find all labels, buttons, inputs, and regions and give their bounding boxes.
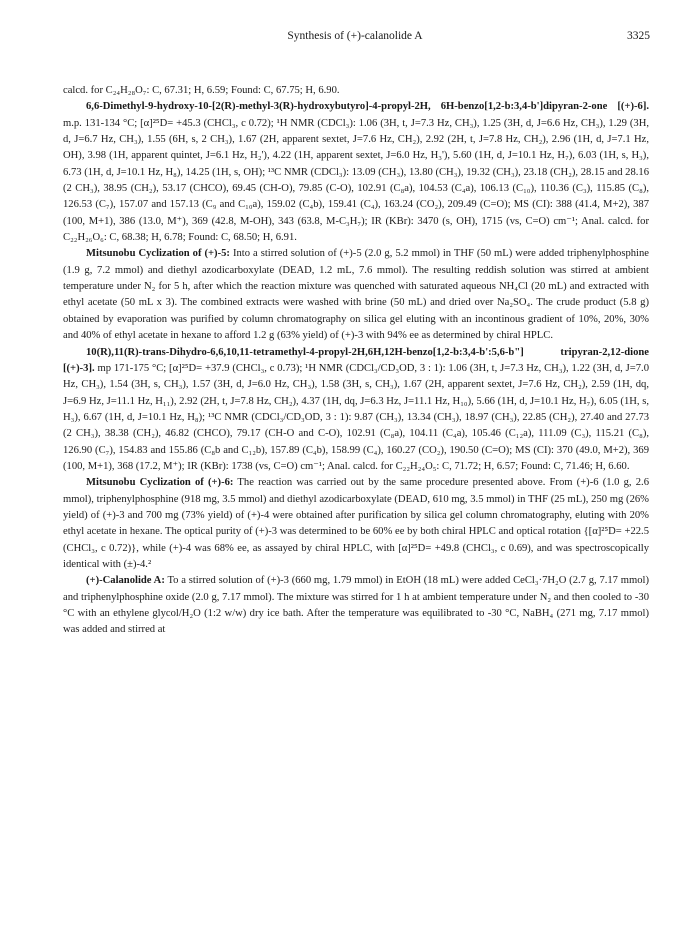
paragraph-compound-3 [63,345,649,476]
paragraph-text: m.p. 131-134 °C; [α]²⁵D= +45.3 (CHCl₃, c 0.72); ¹H NMR (CDCl₃): 1.06 (3H, t, J=7.3 Hz, CH₃), 1.25 (3H, d, J=6.6 Hz, CH₃), 1.29 (3H, d, J=6.7 Hz, CH₃), 1.55 (6H, s, 2 CH₃), 1.67 (2H, apparent sextet, J=7.6 Hz, CH₂), 2.92 (2H, t, J=7.8 Hz, CH₂), 2.96 (1H, d, J=7.1 Hz, OH), 3.98 (1H, apparent quintet, J=6.1 Hz, H₂'), 4.22 (1H, apparent sextet, J=6.0 Hz, H₃'), 5.60 (1H, d, J=10.1 Hz, H₇), 6.03 (1H, s, H₃), 6.73 (1H, d, J=10.1 Hz, H₈), 14.25 (1H, s, OH); ¹³C NMR (CDCl₃): 13.09 (CH₃), 13.80 (CH₃), 19.32 (CH₃), 23.18 (CH₂), 28.15 and 28.16 (2 CH₃), 38.95 (CH₂), 53.17 (CHCO), 69.45 (CH-O), 79.85 (C-O), 102.91 (C₈a), 104.53 (C₄a), 106.13 (C₁₀), 110.36 (C₃), 115.85 (C₈), 126.53 (C₇), 157.07 and 157.13 (C₉ and C₁₀a), 159.02 (C₄b), 159.41 (C₄), 163.24 (CO₂), 209.49 (C=O); MS (CI): 388 (41.4, M+2), 387 (100, M+1), 386 (13.0, M⁺), 369 (42.8, M-OH), 343 (63.8, M-C₃H₇); IR (KBr): 3470 (s, OH), 1715 (vs, C=O) cm⁻¹; Anal. calcd. for C₂₂H₂₆O₆: C, 68.38; H, 6.78; Found: C, 68.50; H, 6.91. [63,117,649,244]
compound-heading: 6,6-Dimethyl-9-hydroxy-10-[2(R)-methyl-3(R)-hydroxybutyro]-4-propyl-2H, 6H-benzo[1,2-b:3,4-b']dipyran-2-one [(+)-6]. [86,101,649,113]
paragraph-compound-6 [63,99,649,246]
procedure-heading: (+)-Calanolide A: [86,575,165,587]
paragraph-text: calcd. for C₂₄H₂₈O₇: C, 67.31; H, 6.59; Found: C, 67.75; H, 6.90. [63,85,340,96]
procedure-heading: Mitsunobu Cyclization of (+)-5: [86,248,230,260]
paragraph-mitsunobu-6 [63,475,649,573]
article-body [63,83,649,639]
procedure-heading: Mitsunobu Cyclization of (+)-6: [86,477,234,489]
paragraph-text: Into a stirred solution of (+)-5 (2.0 g, 5.2 mmol) in THF (50 mL) were added triphenylphosphine (1.9 g, 7.2 mmol) and diethyl azodicarboxylate (DEAD, 1.2 mL, 7.6 mmol). The resulting reddish solution was stirred at ambient temperature under N₂ for 5 h, after which the reaction mixture was quenched with saturated aqueous NH₄Cl (20 mL) and extracted with ethyl acetate (50 mL x 3). The combined extracts were washed with brine (50 mL) and dried over Na₂SO₄. The crude product (5.8 g) obtained by evaporation was purified by column chromatography on silica gel eluting with an incontinous gradient of 10%, 20%, 30% and 40% of ethyl acetate in hexane to afford 1.2 g (63% yield) of (+)-3 with 94% ee as determined by chiral HPLC. [63,248,649,342]
paragraph-text: To a stirred solution of (+)-3 (660 mg, 1.79 mmol) in EtOH (18 mL) were added CeCl₃·7H₂O (2.7 g, 7.17 mmol) and triphenylphosphine oxide (2.0 g, 7.17 mmol). The mixture was stirred for 1 h at ambient temperature under N₂ and then cooled to -30 °C with an ethylene glycol/H₂O (1:2 w/w) dry ice bath. After the temperature was equilibrated to -30 °C, NaBH₄ (271 mg, 7.17 mmol) was added and stirred at [63,575,650,636]
paragraph-text: mp 171-175 °C; [α]²⁵D= +37.9 (CHCl₃, c 0.73); ¹H NMR (CDCl₃/CD₃OD, 3 : 1): 1.06 (3H, t, J=7.3 Hz, CH₃), 1.22 (3H, d, J=7.0 Hz, CH₃), 1.54 (3H, s, CH₃), 1.57 (3H, d, J=6.0 Hz, CH₃), 1.58 (3H, s, CH₃), 1.67 (2H, apparent sextet, J=7.6 Hz, CH₂), 2.59 (1H, dq, J=6.9 Hz, J=11.1 Hz, H₁₁), 2.92 (2H, t, J=7.8 Hz, CH₂), 4.37 (1H, dq, J=6.3 Hz, J=11.1 Hz, H₁₀), 5.66 (1H, d, J=10.1 Hz, H₇), 6.05 (1H, s, H₃), 6.67 (1H, d, J=10.1 Hz, H₈); ¹³C NMR (CDCl₃/CD₃OD, 3 : 1): 9.87 (CH₃), 13.34 (CH₃), 18.97 (CH₃), 22.85 (CH₂), 27.40 and 27.73 (2 CH₃), 38.38 (CH₂), 46.82 (CHCO), 79.17 (CH-O and C-O), 102.91 (C₈a), 104.11 (C₄a), 105.46 (C₁₂a), 111.09 (C₃), 115.21 (C₈), 126.90 (C₇), 154.83 and 155.86 (C₈b and C₁₂b), 157.89 (C₄b), 158.99 (C₄), 160.27 (CO₂), 190.50 (C=O); MS (CI): 370 (49.0, M+2), 369 (100, M+1), 368 (17.2, M⁺); IR (KBr): 1738 (vs, C=O) cm⁻¹; Anal. calcd. for C₂₂H₂₄O₅: C, 71.72; H, 6.57; Found: C, 71.46; H, 6.60. [63,362,649,472]
compound-heading: 10(R),11(R)-trans-Dihydro-6,6,10,11-tetramethyl-4-propyl-2H,6H,12H-benzo[1,2-b:3,4-b':5,6-b"] tripyran-2,12-dione [(+)-3]. [63,346,649,374]
running-title: Synthesis of (+)-calanolide A [287,30,423,42]
page-number: 3325 [627,30,650,42]
paragraph-calanolide-a [63,573,649,638]
paragraph-text: The reaction was carried out by the same procedure presented above. From (+)-6 (1.0 g, 2.6 mmol), triphenylphosphine (918 mg, 3.5 mmol) and diethyl azodicarboxylate (DEAD, 610 mg, 3.5 mmol) in THF (25 mL), 250 mg (26% yield) of (+)-3 and 700 mg (73% yield) of (+)-4 were obtained after purification by silica gel column chromatography, eluting with 20% ethyl acetate in hexane. The optical purity of (+)-3 was determined to be 60% ee by both chiral HPLC and optical rotation {[α]²⁵D= +22.5 (CHCl₃, c 0.72)}, while (+)-4 was 68% ee, as assayed by chiral HPLC, with [α]²⁵D= +49.8 (CHCl₃, c 0.69), and was spectroscopically identical with (±)-4.² [63,477,649,570]
paragraph-analysis-continuation [63,83,649,99]
running-header [60,30,650,46]
paragraph-mitsunobu-5 [63,246,649,344]
